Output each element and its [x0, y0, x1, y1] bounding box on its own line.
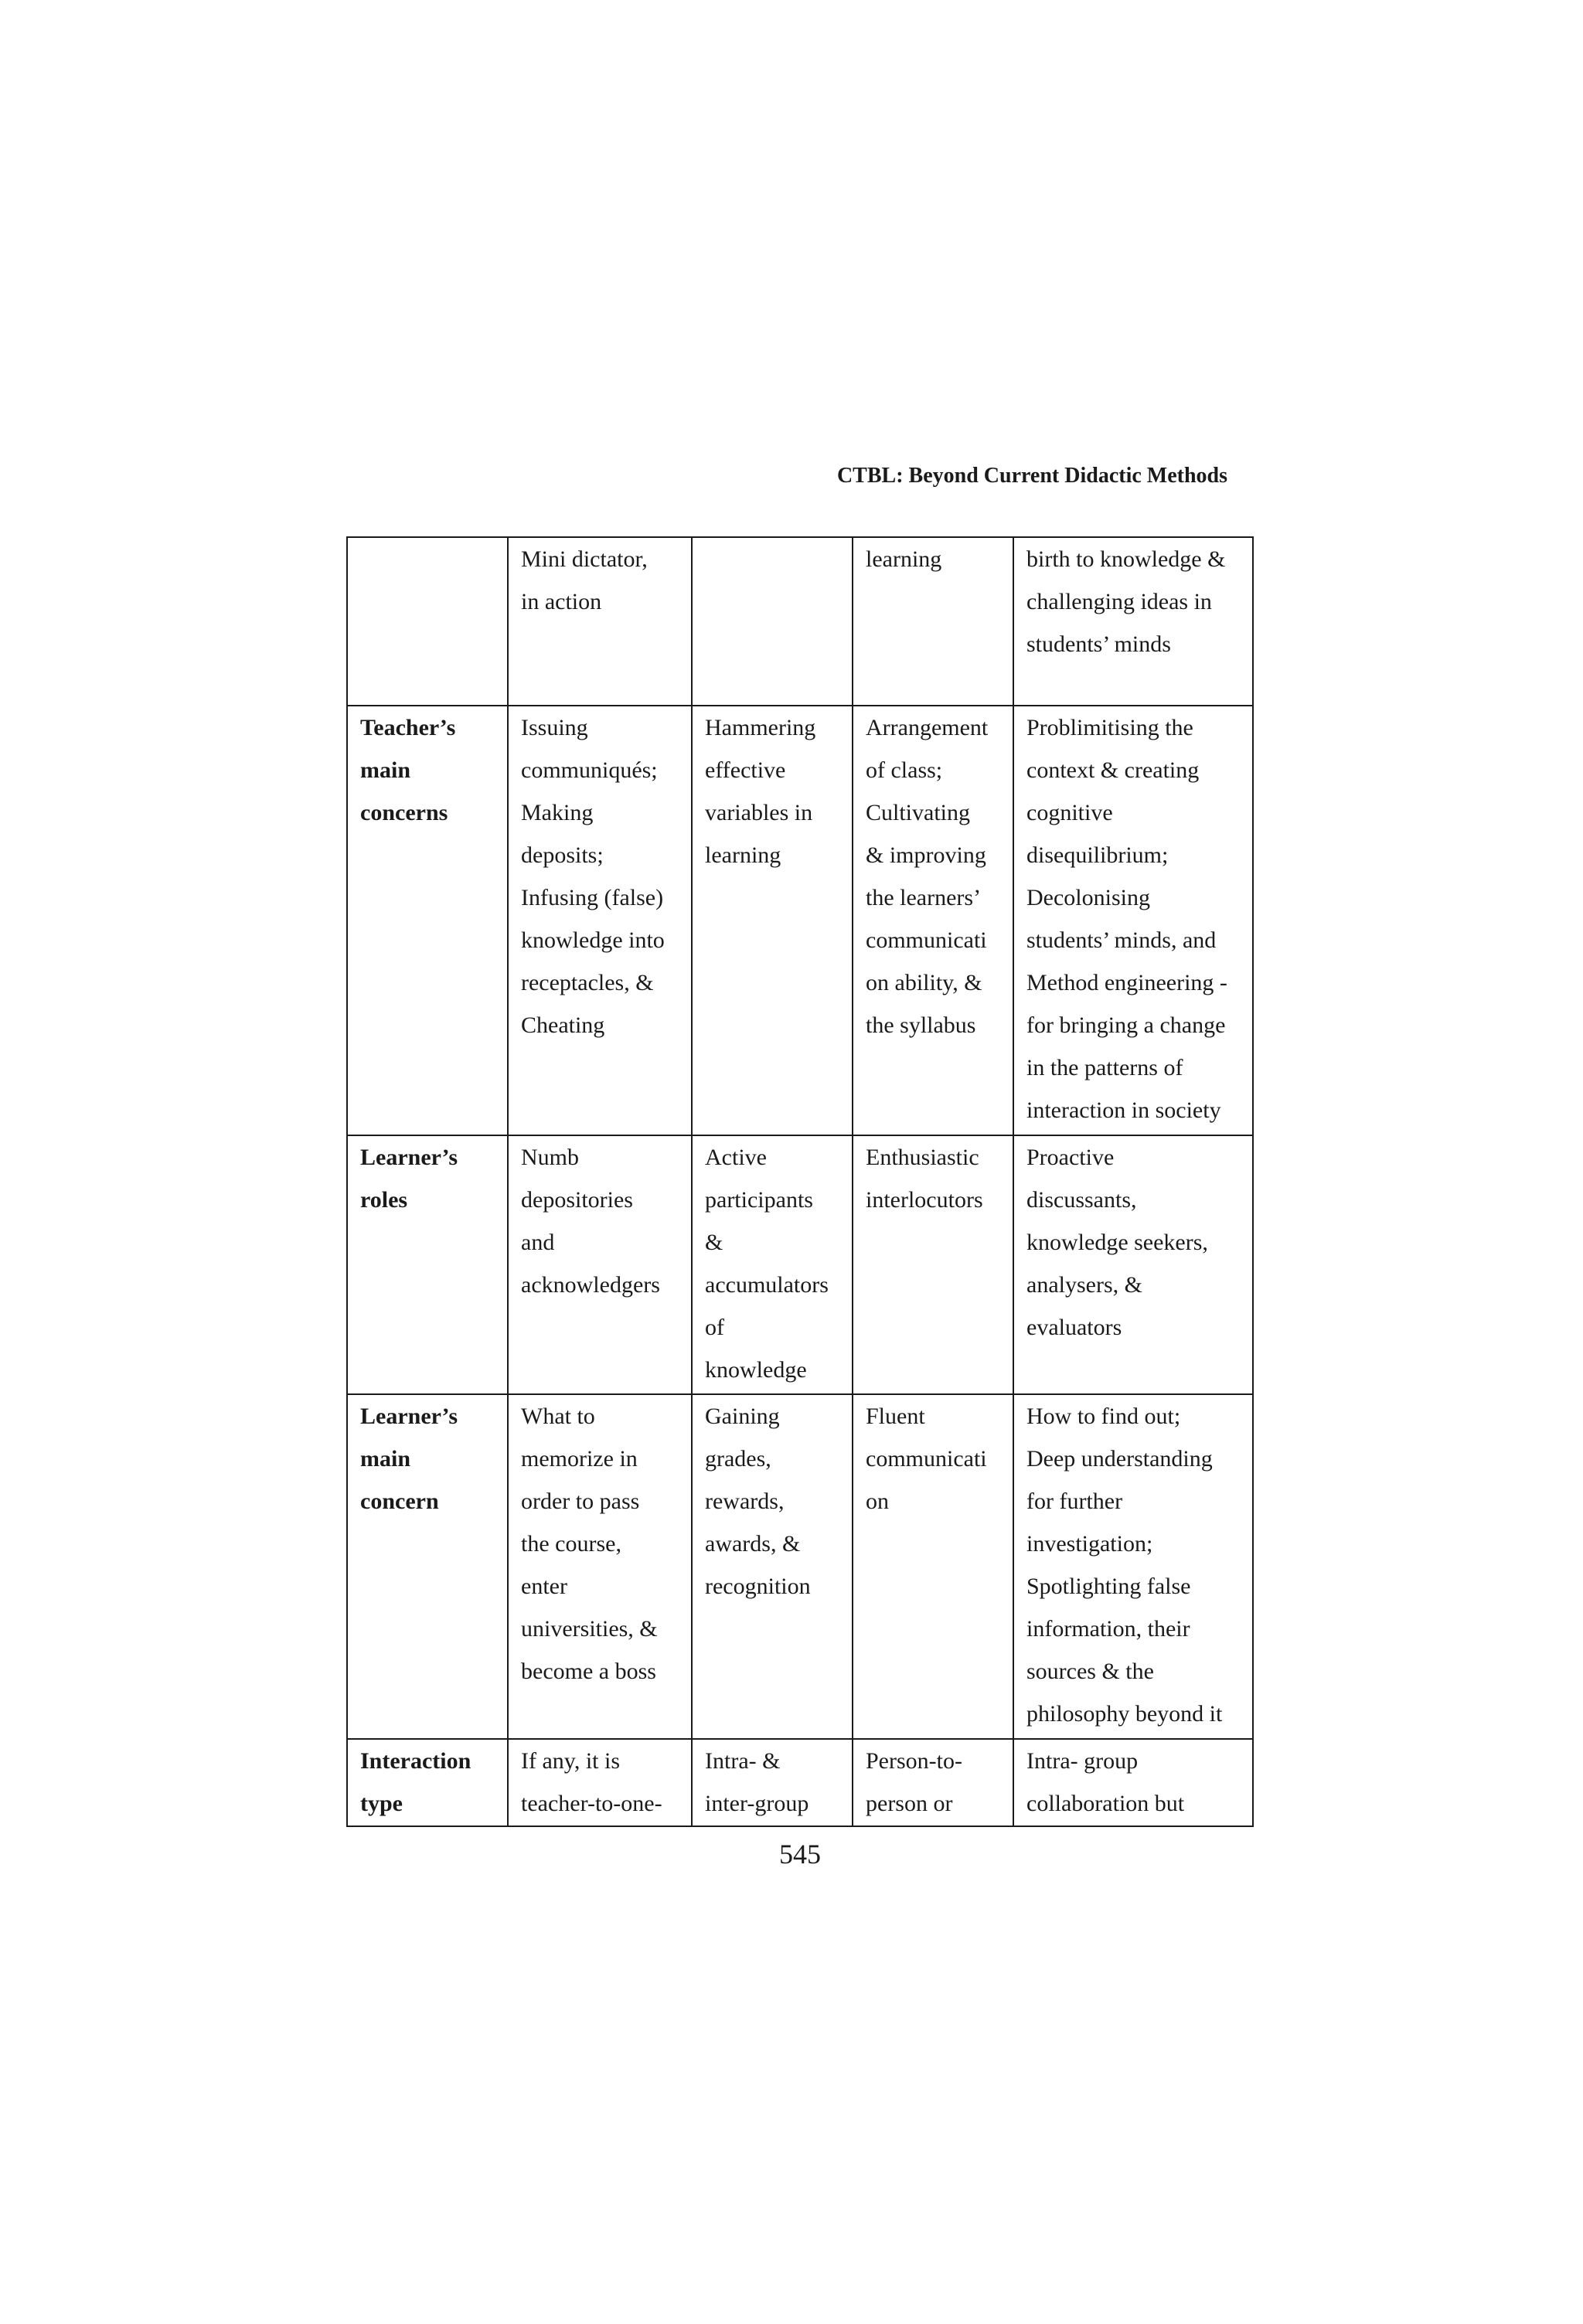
cell-text-line: If any, it is	[521, 1748, 621, 1774]
cell-text-line: Intra- group	[1026, 1748, 1139, 1774]
cell-text-line: rewards,	[705, 1489, 785, 1514]
cell-text-line: main	[360, 757, 411, 783]
table-cell	[853, 706, 1013, 1135]
cell-text-line: concerns	[360, 800, 448, 825]
comparison-table-container	[346, 536, 1252, 1827]
cell-text-line: Cultivating	[866, 800, 970, 825]
cell-text-line: Issuing	[521, 715, 588, 740]
table-cell	[508, 706, 692, 1135]
cell-text-line: recognition	[705, 1574, 811, 1599]
table-cell	[853, 1394, 1013, 1739]
cell-text-line: information, their	[1026, 1616, 1190, 1642]
cell-text-line: of	[705, 1315, 724, 1340]
table-row	[347, 1135, 1253, 1394]
cell-text-line: Infusing (false)	[521, 885, 664, 910]
table-cell	[1013, 706, 1253, 1135]
cell-text-line: learning	[866, 546, 942, 572]
cell-text-line: Decolonising	[1026, 885, 1150, 910]
cell-text-line: &	[705, 1230, 723, 1255]
cell-text-line: teacher-to-one-	[521, 1791, 662, 1816]
cell-text-line: the learners’	[866, 885, 982, 910]
cell-text-line: Arrangement	[866, 715, 989, 740]
table-cell	[508, 1394, 692, 1739]
cell-text-line: Gaining	[705, 1404, 780, 1429]
cell-text-line: & improving	[866, 842, 986, 868]
cell-text-line: Problimitising the	[1026, 715, 1193, 740]
row-heading	[347, 706, 508, 1135]
cell-text-line: depositories	[521, 1187, 633, 1213]
table-cell	[692, 706, 853, 1135]
table-row	[347, 1394, 1253, 1739]
cell-text-line: communicati	[866, 1446, 987, 1472]
table-cell	[692, 1739, 853, 1826]
row-heading	[347, 537, 508, 706]
table-cell	[692, 1135, 853, 1394]
cell-text-line: challenging ideas in	[1026, 589, 1212, 614]
cell-text-line: Method engineering -	[1026, 970, 1227, 995]
cell-text-line: interaction in society	[1026, 1097, 1221, 1123]
cell-text-line: Person-to-	[866, 1748, 962, 1774]
row-heading	[347, 1135, 508, 1394]
cell-text-line: acknowledgers	[521, 1272, 660, 1298]
cell-text-line: roles	[360, 1187, 408, 1213]
cell-text-line: Learner’s	[360, 1404, 458, 1429]
cell-text-line: become a boss	[521, 1659, 656, 1684]
cell-text-line: birth to knowledge &	[1026, 546, 1226, 572]
row-heading	[347, 1394, 508, 1739]
table-cell	[692, 1394, 853, 1739]
cell-text-line: What to	[521, 1404, 595, 1429]
cell-text-line: knowledge into	[521, 927, 665, 953]
table-cell	[853, 537, 1013, 706]
table-cell	[1013, 1739, 1253, 1826]
cell-text-line: variables in	[705, 800, 813, 825]
cell-text-line: disequilibrium;	[1026, 842, 1169, 868]
cell-text-line: inter-group	[705, 1791, 809, 1816]
cell-text-line: evaluators	[1026, 1315, 1122, 1340]
cell-text-line: Intra- &	[705, 1748, 781, 1774]
cell-text-line: main	[360, 1446, 411, 1472]
cell-text-line: students’ minds	[1026, 631, 1171, 657]
cell-text-line: effective	[705, 757, 786, 783]
cell-text-line: in the patterns of	[1026, 1055, 1183, 1080]
cell-text-line: in action	[521, 589, 602, 614]
cell-text-line: accumulators	[705, 1272, 829, 1298]
cell-text-line: How to find out;	[1026, 1404, 1181, 1429]
cell-text-line: participants	[705, 1187, 813, 1213]
cell-text-line: for bringing a change	[1026, 1012, 1226, 1038]
table-row	[347, 1739, 1253, 1826]
cell-text-line: interlocutors	[866, 1187, 983, 1213]
table-cell	[853, 1135, 1013, 1394]
cell-text-line: communiqués;	[521, 757, 658, 783]
running-header: CTBL: Beyond Current Didactic Methods	[836, 464, 1227, 488]
cell-text-line: order to pass	[521, 1489, 640, 1514]
row-heading	[347, 1739, 508, 1826]
cell-text-line: investigation;	[1026, 1531, 1153, 1557]
cell-text-line: the syllabus	[866, 1012, 976, 1038]
table-cell	[1013, 537, 1253, 706]
cell-text-line: Learner’s	[360, 1145, 458, 1170]
cell-text-line: the course,	[521, 1531, 621, 1557]
cell-text-line: Numb	[521, 1145, 579, 1170]
cell-text-line: learning	[705, 842, 781, 868]
cell-text-line: Hammering	[705, 715, 816, 740]
cell-text-line: Proactive	[1026, 1145, 1115, 1170]
cell-text-line: Mini dictator,	[521, 546, 648, 572]
cell-text-line: analysers, &	[1026, 1272, 1142, 1298]
cell-text-line: Making	[521, 800, 594, 825]
cell-text-line: grades,	[705, 1446, 771, 1472]
cell-text-line: Deep understanding	[1026, 1446, 1213, 1472]
cell-text-line: collaboration but	[1026, 1791, 1185, 1816]
cell-text-line: Interaction	[360, 1748, 471, 1774]
cell-text-line: Active	[705, 1145, 767, 1170]
table-cell	[1013, 1135, 1253, 1394]
cell-text-line: person or	[866, 1791, 953, 1816]
cell-text-line: sources & the	[1026, 1659, 1154, 1684]
cell-text-line: philosophy beyond it	[1026, 1701, 1223, 1727]
cell-text-line: knowledge	[705, 1357, 807, 1383]
table-cell	[508, 537, 692, 706]
cell-text-line: enter	[521, 1574, 567, 1599]
cell-text-line: awards, &	[705, 1531, 801, 1557]
cell-text-line: receptacles, &	[521, 970, 654, 995]
table-cell	[508, 1135, 692, 1394]
cell-text-line: concern	[360, 1489, 439, 1514]
cell-text-line: on	[866, 1489, 889, 1514]
cell-text-line: universities, &	[521, 1616, 658, 1642]
cell-text-line: knowledge seekers,	[1026, 1230, 1208, 1255]
comparison-table-body	[347, 537, 1253, 1826]
cell-text-line: for further	[1026, 1489, 1123, 1514]
cell-text-line: Fluent	[866, 1404, 925, 1429]
table-row	[347, 706, 1253, 1135]
cell-text-line: of class;	[866, 757, 943, 783]
cell-text-line: context & creating	[1026, 757, 1200, 783]
table-cell	[692, 537, 853, 706]
cell-text-line: Cheating	[521, 1012, 605, 1038]
cell-text-line: type	[360, 1791, 403, 1816]
cell-text-line: deposits;	[521, 842, 604, 868]
cell-text-line: cognitive	[1026, 800, 1113, 825]
cell-text-line: Enthusiastic	[866, 1145, 979, 1170]
cell-text-line: students’ minds, and	[1026, 927, 1217, 953]
table-cell	[508, 1739, 692, 1826]
cell-text-line: on ability, &	[866, 970, 982, 995]
table-cell	[853, 1739, 1013, 1826]
cell-text-line: communicati	[866, 927, 987, 953]
cell-text-line: memorize in	[521, 1446, 638, 1472]
comparison-table	[346, 536, 1254, 1827]
cell-text-line: and	[521, 1230, 555, 1255]
cell-text-line: Spotlighting false	[1026, 1574, 1191, 1599]
page-number: 545	[779, 1839, 821, 1870]
table-cell	[1013, 1394, 1253, 1739]
table-row	[347, 537, 1253, 706]
cell-text-line: discussants,	[1026, 1187, 1137, 1213]
cell-text-line: Teacher’s	[360, 715, 456, 740]
